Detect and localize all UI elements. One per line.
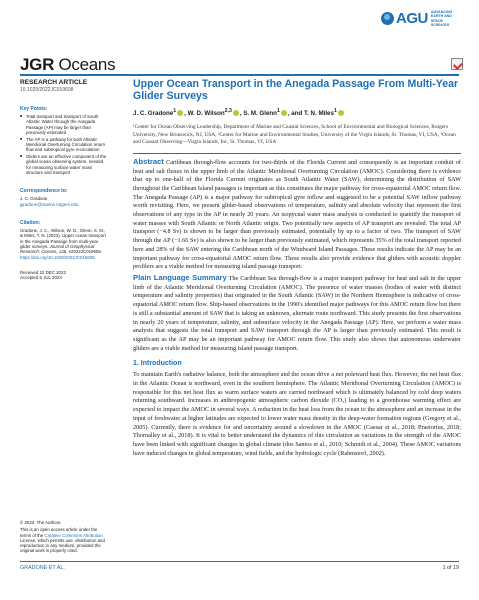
affiliations: ¹Center for Ocean Observing Leadership, Department of Marine and Coastal Sciences, School of Environmental and Biological Sciences, Rutgers University, New Brunswick, NJ, USA, ²Center for Marine and Environmental Studies, University of the Virgin Islands, St. Thomas, VI, USA, ³Ocean and Coastal Observing—Virgin Islands, Inc, St. Thomas, VI, USA <box>133 124 456 146</box>
citation-id: e2022JC019608. <box>68 249 103 255</box>
author-name[interactable]: S. M. Glenn <box>243 110 277 118</box>
journal-prefix: JGR <box>20 55 55 74</box>
abstract <box>133 158 461 272</box>
copyright-heading: © 2023. The Authors. <box>20 520 62 525</box>
pls-text: The Caribbean Sea through-flow is a major transport pathway for heat and salt in the upper limb of the Atlantic Meridional Overturning Circulation (AMOC). The presence of water masses (bodies of water with distinct temperature and salinity properties) that originated in the South Atlantic (SAW) in the Northern Hemisphere is indicative of cross-equatorial AMOC return flow. Ship-based observations in the 1990's identified major pathways for this AMOC return flow but there is still a substantial amount of SAW that is taking an unknown, alternate route northward. This study presents the first observations in nearly 20 years of temperature, salinity, and subsurface velocity in the Anegada Passage (AP). Here, we perform a water mass analysis that suggests the total transport and SAW transport through the AP is larger than previously estimated. This result is significant as the AP may be an important pathway for AMOC return flow. This study also shows that autonomous underwater gliders are a viable method for measuring island passage transport. <box>133 274 462 352</box>
agu-tagline: ADVANCING EARTH AND SPACE SCIENCES <box>430 10 453 27</box>
copyright-block <box>20 520 108 554</box>
key-point: ■ Gliders are an effective component of the global ocean observing system, needed for measuring surface water mass structure and transport <box>20 154 108 176</box>
key-points-list <box>20 114 108 175</box>
citation-block <box>20 228 108 260</box>
license-link[interactable]: Creative Commons Attribution <box>44 532 103 538</box>
agu-logo <box>381 10 461 27</box>
agu-wordmark: AGU <box>396 10 428 28</box>
orcid-icon[interactable] <box>177 110 183 116</box>
key-points-heading: Key Points: <box>20 106 48 112</box>
correspondence-name: J. C. Gradone, <box>20 196 49 202</box>
header-rule <box>20 74 459 76</box>
abstract-text: Caribbean through-flow accounts for two-thirds of the Florida Current and consequently is an important conduit of heat and salt fluxes in the upper limb of the Atlantic Meridional Overturning Circulation (AMOC). Considering there is evidence that up to one-half of the Florida Current originates as South Atlantic Water (SAW), determining the distribution of SAW throughout the Caribbean Island passages is important as this constitutes the major pathway for cross-equatorial AMOC return flow. The Anegada Passage (AP) is a major pathway for subtropical gyre inflow and suggested to be a potential SAW inflow pathway worth revisiting. Here, we present glider-based observations of temperature, salinity and absolute velocity that represent the first observations of any type in the AP in nearly 20 years. An isopycnal water mass analysis is conducted to quantify the transport of water masses with South Atlantic or North Atlantic origin. Two potentially new aspects of AP transport are revealed. The total AP transport (−4.8 Sv) is shown to be larger than previously estimated, potentially by up to a factor of two. The transport of SAW through the AP (−1.66 Sv) is also shown to be larger than previously estimated, which represents 35% of the total transport reported here and 28% of the SAW entering the Caribbean north of the Windward Island Passages. These results indicate the AP may be an important pathway for cross-equatorial AMOC return flow. These results also provide evidence that gliders with acoustic doppler profilers are a viable method for measuring island passage transport. <box>133 158 461 271</box>
footer-rule <box>20 561 459 562</box>
pls-heading: Plain Language Summary <box>133 272 227 282</box>
license-text-before: This is an open access article under the terms of the <box>20 527 98 538</box>
introduction-text: To maintain Earth's radiative balance, both the atmosphere and the ocean drive a net poleward heat flux. However, the net heat flux in the Atlantic Ocean is northward, even in the southern hemisphere. The Atlantic Meridional Overturning Circulation (AMOC) is responsible for this net heat flux as warm surface waters are carried northward which is ultimately balanced by cold deep waters returning southward. Increases in anthropogenic atmospheric carbon dioxide (CO₂) leading to a greenhouse warming effect are expected to impact the AMOC in several ways. A reduction in the heat loss from the ocean to the atmosphere and an increase in the input of freshwater at higher latitudes are expected to lower water mass density in the deep-water formation regions (Gregory et al., 2005). Currently, there is evidence for and uncertainty around a slowdown in the AMOC (Caesar et al., 2018; Praetorius, 2018; Thornalley et al., 2018). It is vital to better understand the dynamics of this circulation as variations in the strength of the AMOC have been linked with significant changes in global climate (dos Santos et al., 2010; Schmidt et al., 2004). These AMOC variations have induced changes in global temperature, wind fields, and the hydrologic cycle (Rahmstorf, 2002). <box>133 371 461 457</box>
correspondence-email[interactable]: jgradone@marine.rutgers.edu <box>20 201 79 207</box>
page-number: 1 of 19 <box>442 565 459 571</box>
received-date: Received 22 DEC 2022 <box>20 269 66 275</box>
journal-title <box>20 55 115 75</box>
author-name[interactable]: T. N. Miles <box>304 110 334 118</box>
article-title: Upper Ocean Transport in the Anegada Passage From Multi-Year Glider Surveys <box>133 78 459 102</box>
citation-heading: Citation: <box>20 220 41 227</box>
journal-name: Oceans <box>58 55 116 74</box>
author-affiliation-number: 1 <box>173 108 177 114</box>
orcid-icon[interactable] <box>281 110 287 116</box>
citation-journal: Journal of Geophysical Research: Oceans, 128, <box>20 243 95 255</box>
key-point: ■ Total transport and transport of South Atlantic Water through the Anegada Passage (AP) may be larger than previously estimated <box>20 114 108 136</box>
accepted-date: Accepted 6 JUL 2023 <box>20 275 62 281</box>
agu-globe-icon <box>381 12 394 25</box>
introduction-heading: 1. Introduction <box>133 360 182 368</box>
orcid-icon[interactable] <box>233 110 239 116</box>
section-rule <box>133 153 461 154</box>
doi: 10.1029/2022JC019608 <box>20 87 74 93</box>
author-name[interactable]: W. D. Wilson <box>187 110 225 118</box>
license-text <box>20 527 108 553</box>
orcid-icon[interactable] <box>338 110 344 116</box>
author-affiliation-number: 2,3 <box>224 108 232 114</box>
author-affiliation-number: 1 <box>333 108 337 114</box>
abstract-heading: Abstract <box>133 156 164 166</box>
article-type: RESEARCH ARTICLE <box>20 79 88 86</box>
key-point: ■ The AP is a pathway for both Atlantic Meridional Overturning Circulation return flow and subtropical gyre recirculation <box>20 137 108 153</box>
article-main <box>133 78 461 458</box>
plain-language-summary <box>133 274 461 353</box>
author-affiliation-number: 1 <box>276 108 280 114</box>
crossmark-icon[interactable] <box>451 58 463 70</box>
citation-text: Gradone, J. C., Wilson, W. D., Glenn, S. M., & Miles, T. N. (2023). Upper ocean transport in the Anegada Passage from multi-year glider surveys. <box>20 228 106 249</box>
running-head: GRADONE ET AL. <box>20 565 65 571</box>
sidebar <box>20 79 108 280</box>
article-dates <box>20 270 108 281</box>
author-name[interactable]: J. C. Gradone <box>133 110 174 118</box>
citation-link[interactable]: https://doi.org/10.1029/2022JC019608 <box>20 254 95 260</box>
author-list: J. C. Gradone$^1$ , W. D. Wilson$^{2,3}$ , S. M. Glenn$^1$ , and T. N. Miles$^1$ <box>133 108 461 117</box>
license-text-after: License, which permits use, distribution and reproduction in any medium, provided the original work is properly cited. <box>20 537 105 554</box>
correspondence-heading: Correspondence to: <box>20 188 68 195</box>
